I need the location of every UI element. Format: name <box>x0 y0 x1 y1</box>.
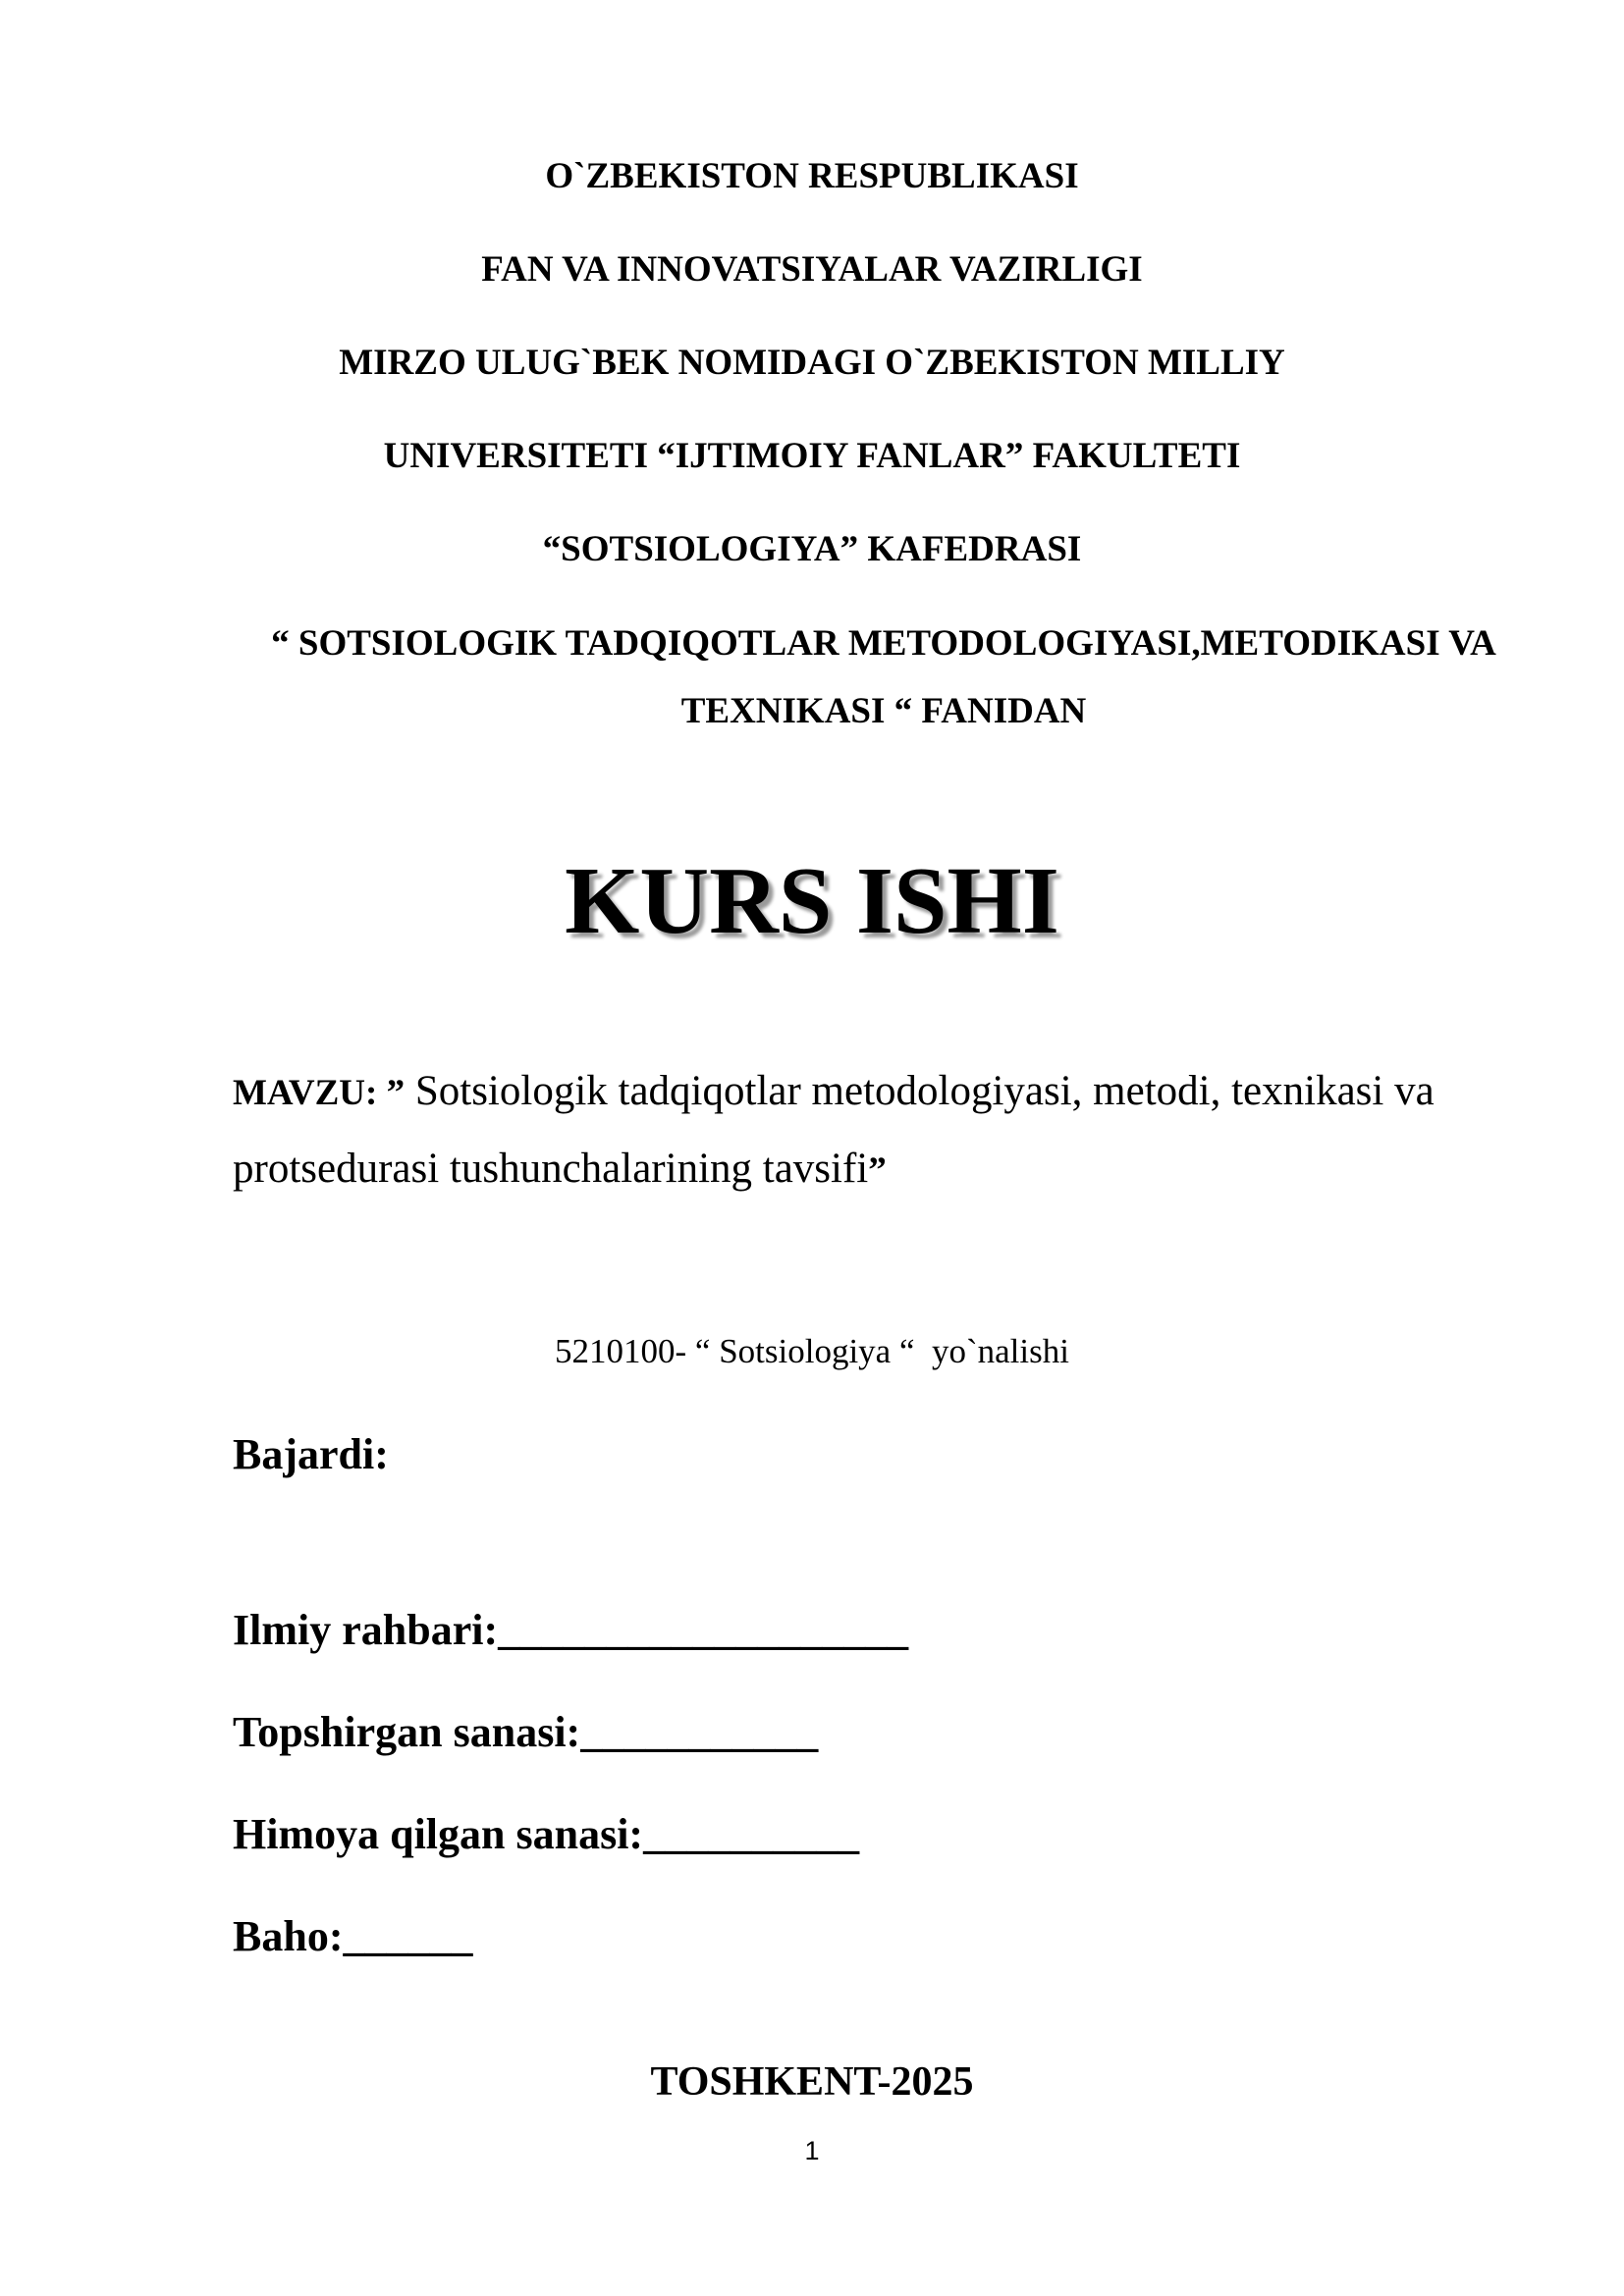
page-number: 1 <box>804 2136 820 2165</box>
header-university-line2: UNIVERSITETI “IJTIMOIY FANLAR” FAKULTETI <box>383 436 1241 476</box>
city-year: TOSHKENT-2025 <box>650 2059 974 2105</box>
field-grade: Baho:______ <box>233 1912 473 1960</box>
header-university-line1: MIRZO ULUG`BEK NOMIDAGI O`ZBEKISTON MILLIY <box>339 343 1285 383</box>
topic-close-quote: ” <box>868 1150 887 1191</box>
header-department: “SOTSIOLOGIYA” KAFEDRASI <box>542 529 1082 569</box>
field-submission-date: Topshirgan sanasi:___________ <box>233 1708 819 1756</box>
field-defense-date: Himoya qilgan sanasi:__________ <box>233 1810 860 1858</box>
field-bajardi: Bajardi: <box>233 1430 389 1478</box>
topic-block <box>233 1053 1509 1208</box>
topic-label: MAVZU: ” <box>233 1073 406 1113</box>
header-subject: “ SOTSIOLOGIK TADQIQOTLAR METODOLOGIYASI,METODIKASI VA TEXNIKASI “ FANIDAN <box>271 623 1496 731</box>
study-direction: 5210100- “ Sotsiologiya “ yo`nalishi <box>555 1332 1069 1370</box>
header-ministry: FAN VA INNOVATSIYALAR VAZIRLIGI <box>481 249 1143 290</box>
document-title: KURS ISHI <box>565 848 1059 954</box>
topic-text: Sotsiologik tadqiqotlar metodologiyasi, metodi, texnikasi va protsedurasi tushunchalarining tavsifi <box>233 1068 1435 1192</box>
header-country: O`ZBEKISTON RESPUBLIKASI <box>545 156 1079 196</box>
field-supervisor: Ilmiy rahbari:___________________ <box>233 1606 909 1654</box>
